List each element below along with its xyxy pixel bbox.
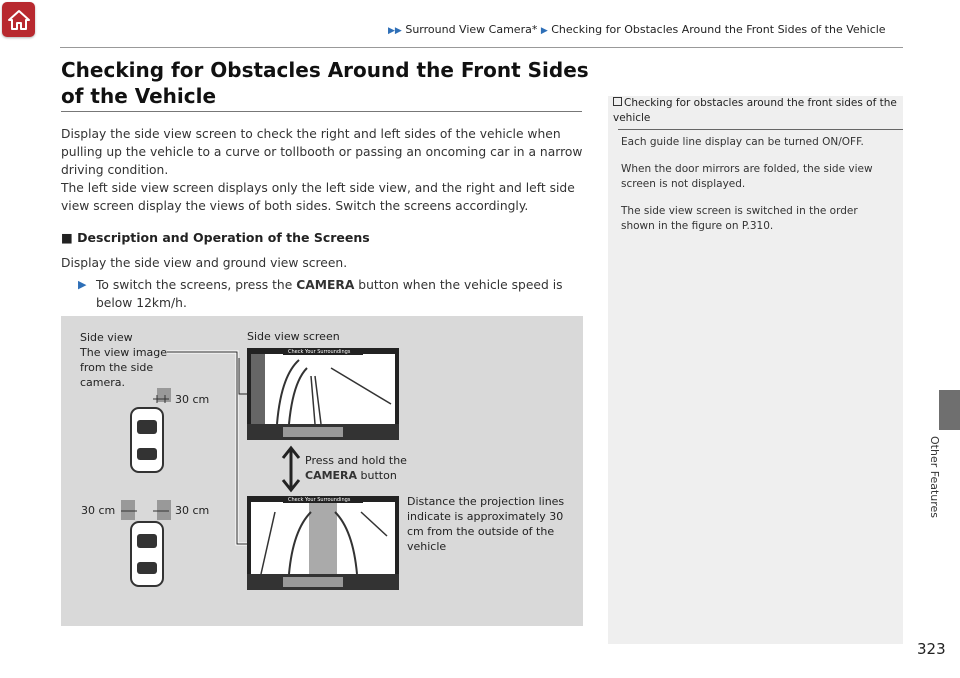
press-hold-label	[305, 453, 415, 483]
view-image-caption: The view image from the side camera.	[80, 346, 168, 389]
side-view-screen-top	[247, 348, 399, 440]
camera-button-suffix: button	[357, 469, 397, 482]
arrow-bullet-icon: ▶	[78, 278, 87, 291]
sidebar-divider	[618, 129, 903, 130]
distance-label-top: 30 cm	[175, 393, 210, 406]
section-tab-marker[interactable]	[939, 390, 960, 430]
screen-banner-top: Check Your Surroundings	[288, 349, 351, 355]
sidebar-heading	[613, 96, 908, 126]
page-title: Checking for Obstacles Around the Front Sides of the Vehicle	[61, 58, 589, 108]
breadcrumb-arrow-icon: ▶▶	[388, 26, 402, 36]
instruction-bullet	[78, 276, 596, 312]
screen-banner-bottom: Check Your Surroundings	[288, 497, 351, 503]
title-divider	[61, 111, 582, 112]
side-view-title: Side view	[80, 331, 133, 344]
bullet-text-pre: To switch the screens, press the	[96, 278, 297, 292]
section-heading	[61, 230, 370, 245]
sidebar-heading-text: Checking for obstacles around the front sides of the vehicle	[613, 97, 897, 124]
section-heading-text: Description and Operation of the Screens	[77, 230, 370, 245]
intro-paragraph-2: The left side view screen displays only the left side view, and the right and left side view screen display the views of both sides. Switch the screens accordingly.	[61, 181, 575, 213]
breadcrumb-item[interactable]: Surround View Camera*	[405, 23, 538, 36]
square-bullet-icon: ■	[61, 230, 73, 245]
side-view-screen-bottom	[247, 496, 399, 590]
projection-note: Distance the projection lines indicate is approximately 30 cm from the outside of the vehicle	[407, 495, 565, 553]
press-hold-text: Press and hold the	[305, 454, 407, 467]
camera-button-name: CAMERA	[305, 469, 358, 482]
distance-label-left: 30 cm	[81, 504, 116, 517]
car-top-icon	[131, 388, 171, 472]
camera-button-label: CAMERA	[296, 278, 355, 292]
breadcrumb-item[interactable]: Checking for Obstacles Around the Front Sides of the Vehicle	[551, 23, 886, 36]
intro-text	[61, 125, 591, 215]
intro-paragraph: Display the side view screen to check the right and left sides of the vehicle when pulling up the vehicle to a curve or tollbooth or passing an oncoming car in a narrow driving condition.	[61, 127, 583, 177]
header-divider	[60, 47, 903, 48]
side-view-screen-label: Side view screen	[247, 330, 340, 343]
home-button[interactable]	[2, 2, 35, 37]
breadcrumb-arrow-icon: ▶	[540, 26, 548, 36]
sidebar-note: Each guide line display can be turned ON/OFF.	[621, 136, 864, 148]
breadcrumb	[388, 23, 886, 36]
page-number: 323	[917, 640, 946, 658]
bullet-text-post: button when the vehicle speed is below 12km/h.	[96, 278, 563, 310]
note-box-icon	[613, 97, 622, 106]
sidebar-note: When the door mirrors are folded, the side view screen is not displayed.	[621, 163, 873, 190]
sidebar-note: The side view screen is switched in the order shown in the figure on P.310.	[621, 205, 858, 232]
section-tab-label	[923, 436, 943, 519]
home-icon	[7, 9, 31, 31]
section-tab-text: Other Features	[928, 436, 941, 519]
car-bottom-icon	[121, 500, 171, 586]
distance-label-right: 30 cm	[175, 504, 210, 517]
section-text: Display the side view and ground view screen.	[61, 256, 348, 270]
switch-arrow-icon	[283, 448, 299, 490]
